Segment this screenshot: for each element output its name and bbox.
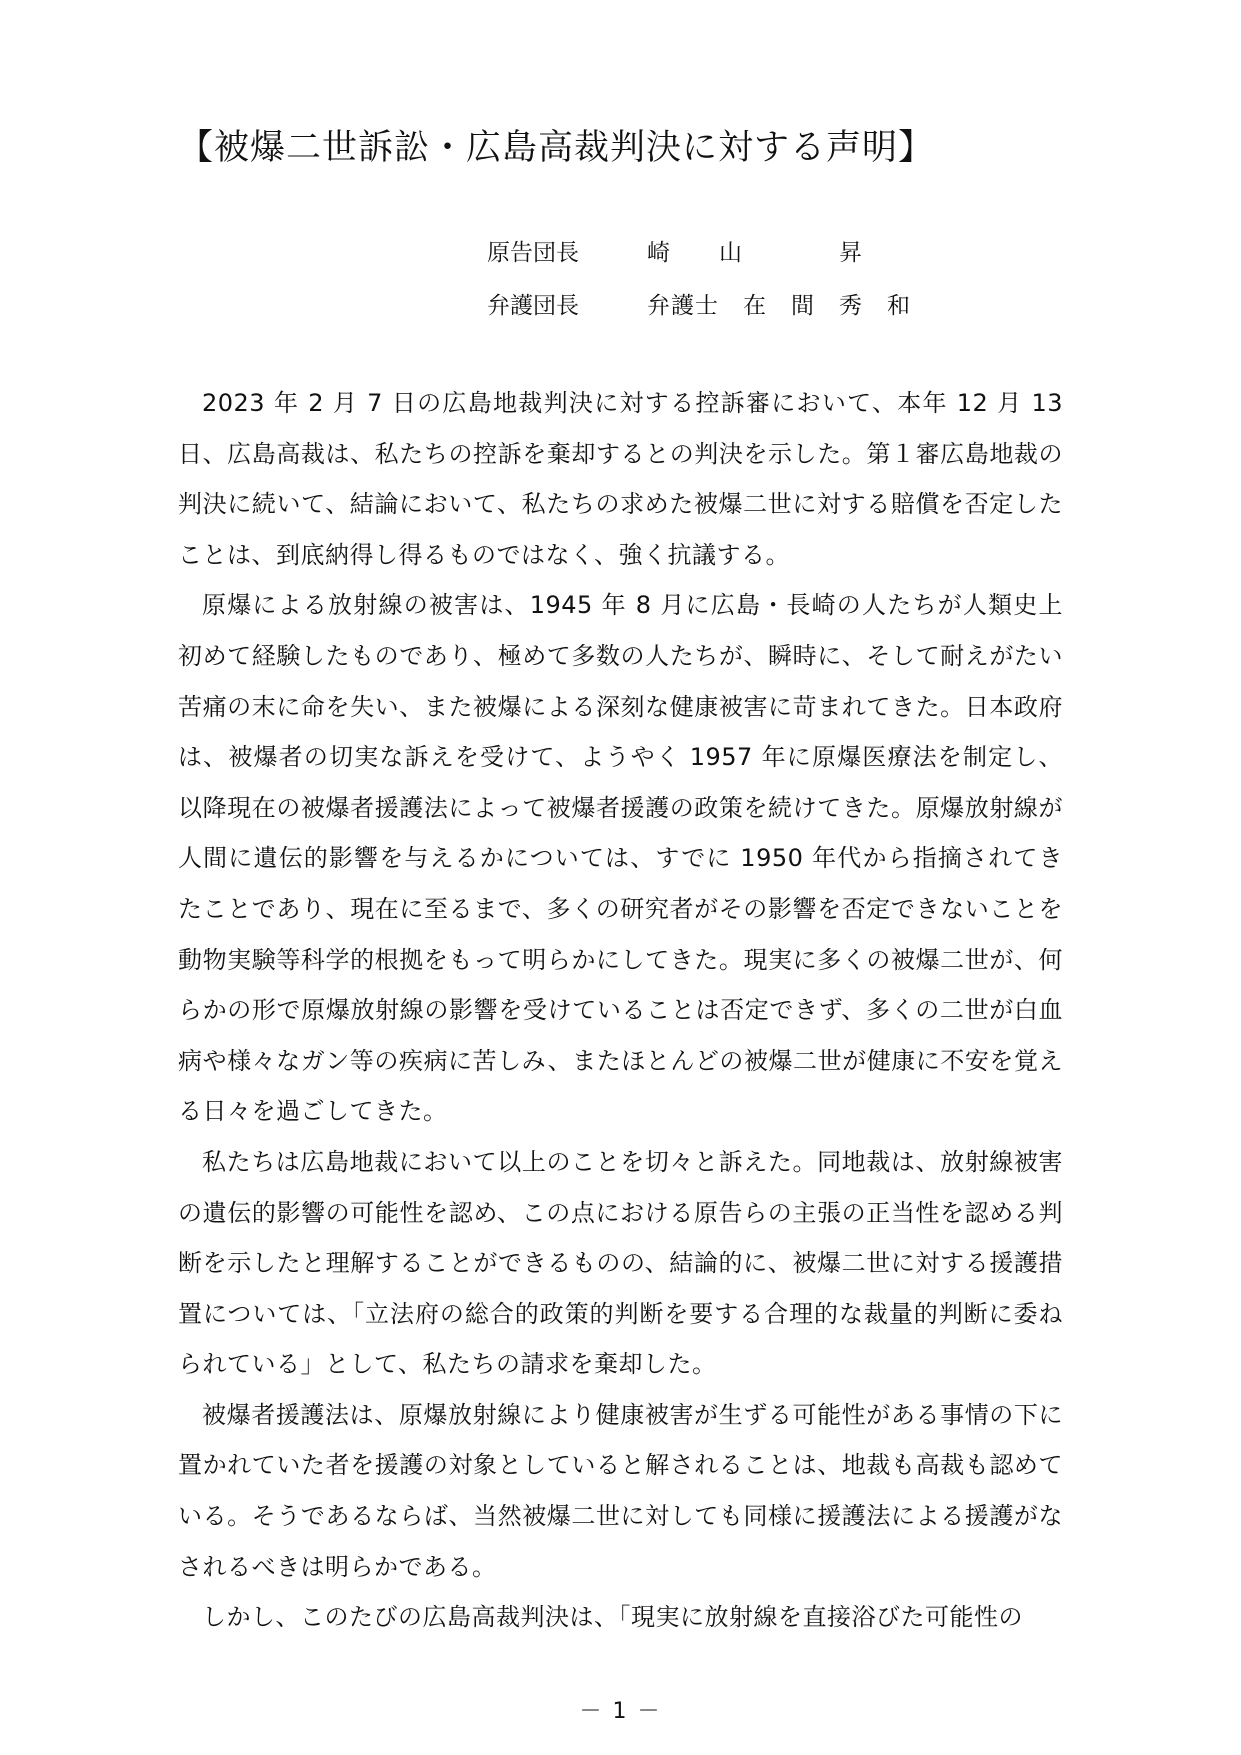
signatory-role: 原告団長 — [487, 240, 579, 266]
signatory-role: 弁護団長 — [487, 293, 579, 319]
paragraph: 2023 年 2 月 7 日の広島地裁判決に対する控訴審において、本年 12 月 13 日、広島高裁は、私たちの控訴を棄却するとの判決を示した。第１審広島地裁の判決に続いて、結論において、私たちの求めた被爆二世に対する賠償を否定したことは、到底納得し得るものではなく、強く抗議する。 — [178, 389, 1063, 569]
signatory-counsel-leader — [487, 287, 927, 320]
paragraph: 原爆による放射線の被害は、1945 年 8 月に広島・長崎の人たちが人類史上初めて経験したものであり、極めて多数の人たちが、瞬時に、そして耐えがたい苦痛の末に命を失い、また被爆による深刻な健康被害に苛まれてきた。日本政府は、被爆者の切実な訴えを受けて、ようやく 1957 年に原爆医療法を制定し、以降現在の被爆者援護法によって被爆者援護の政策を続けてきた。原爆放射線が人間に遺伝的影響を与えるかについては、すでに 1950 年代から指摘されてきたことであり、現在に至るまで、多くの研究者がその影響を否定できないことを動物実験等科学的根拠をもって明らかにしてきた。現実に多くの被爆二世が、何らかの形で原爆放射線の影響を受けていることは否定できず、多くの二世が白血病や様々なガン等の疾病に苦しみ、またほとんどの被爆二世が健康に不安を覚える日々を過ごしてきた。 — [178, 591, 1063, 1126]
paragraph: 被爆者援護法は、原爆放射線により健康被害が生ずる可能性がある事情の下に置かれていた者を援護の対象としていると解されることは、地裁も高裁も認めている。そうであるならば、当然被爆二世に対しても同様に援護法による援護がなされるべきは明らかである。 — [178, 1400, 1063, 1581]
paragraph: しかし、このたびの広島高裁判決は、「現実に放射線を直接浴びた可能性の — [202, 1603, 1023, 1632]
paragraph: 私たちは広島地裁において以上のことを切々と訴えた。同地裁は、放射線被害の遺伝的影響の可能性を認め、この点における原告らの主張の正当性を認める判断を示したと理解することができるものの、結論的に、被爆二世に対する援護措置については、「立法府の総合的政策的判断を要する合理的な裁量的判断に委ねられている」として、私たちの請求を棄却した。 — [178, 1147, 1063, 1379]
page-number: － 1 － — [579, 1699, 662, 1724]
signatory-name: 崎 山 昇 — [647, 240, 863, 266]
signatory-name: 弁護士 在 間 秀 和 — [647, 293, 911, 319]
signatory-plaintiff-leader — [487, 234, 927, 267]
document-title: 【被爆二世訴訟・広島高裁判決に対する声明】 — [178, 128, 935, 168]
statement-body — [178, 378, 1063, 1643]
